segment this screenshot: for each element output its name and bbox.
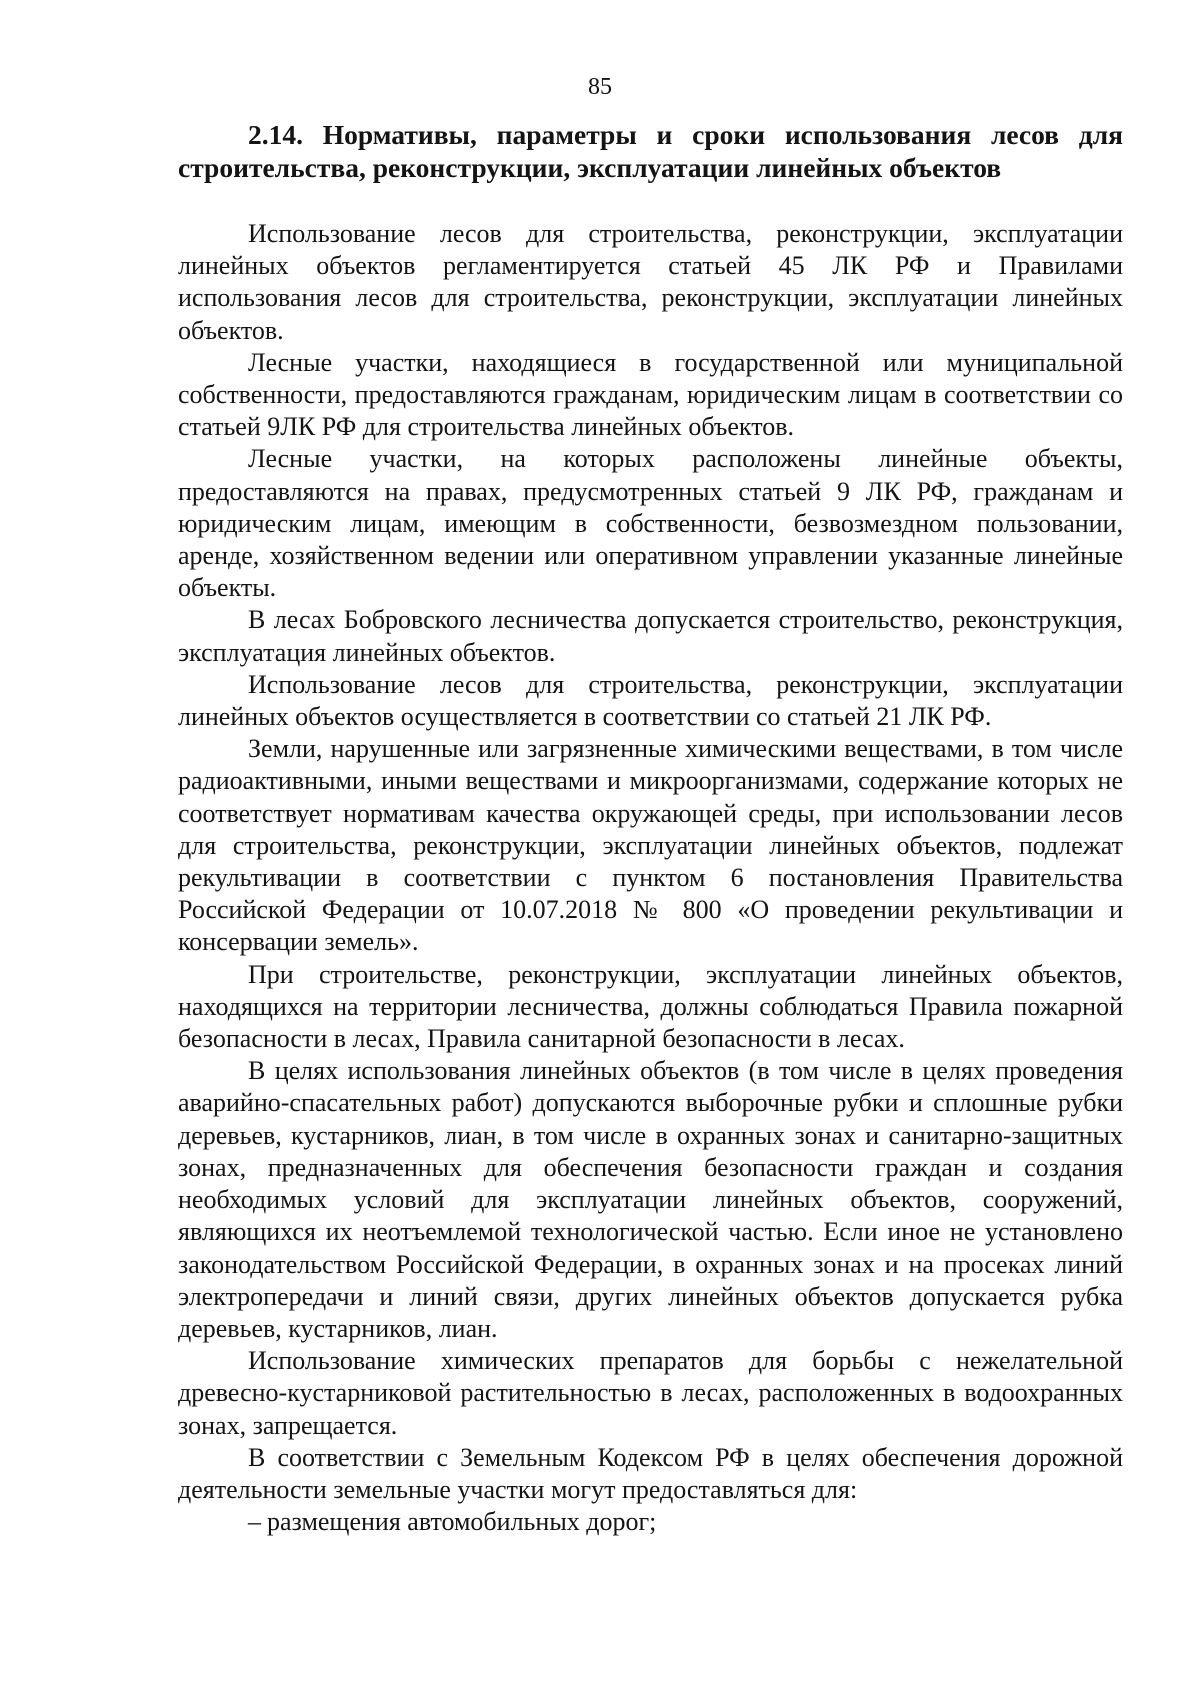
- paragraph-land-code: В соответствии с Земельным Кодексом РФ в целях обеспечения дорожной деятельности земельные участки могут предоставляться для:: [178, 1442, 1123, 1504]
- paragraph-article-21: Использование лесов для строительства, реконструкции, эксплуатации линейных объектов осуществляется в соответствии со статьей 21 ЛК РФ.: [178, 669, 1123, 732]
- paragraph-land-recultivation: Земли, нарушенные или загрязненные химическими веществами, в том числе радиоактивными, иными веществами и микроорганизмами, содержание которых не соответствует нормативам качества окружающей среды, при использовании лесов для строительства, реконструкции, эксплуатации линейных объектов, подлежат рекультивации в соответствии с пунктом 6 постановления Правительства Российской Федерации от 10.07.2018 № 800 «О проведении рекультивации и консервации земель».: [178, 734, 1123, 957]
- paragraph-article-45: Использование лесов для строительства, реконструкции, эксплуатации линейных объектов регламентируется статьей 45 ЛК РФ и Правилами использования лесов для строительства, реконструкции, эксплуатации линейных объектов.: [178, 219, 1123, 345]
- list-item-text: размещения автомобильных дорог;: [267, 1507, 657, 1537]
- paragraph-land-plots-state: Лесные участки, находящиеся в государственной или муниципальной собственности, предоставляются гражданам, юридическим лицам в соответствии со статьей 9ЛК РФ для строительства линейных объектов.: [178, 347, 1123, 442]
- paragraph-bobrovsky-forestry: В лесах Бобровского лесничества допускается строительство, реконструкция, эксплуатация линейных объектов.: [178, 605, 1123, 667]
- page-number: 85: [588, 74, 612, 100]
- paragraph-safety-rules: При строительстве, реконструкции, эксплуатации линейных объектов, находящихся на территории лесничества, должны соблюдаться Правила пожарной безопасности в лесах, Правила санитарной безопасности в лесах.: [178, 959, 1123, 1054]
- section-heading: 2.14. Нормативы, параметры и сроки использования лесов для строительства, реконструкции, эксплуатации линейных объектов: [178, 119, 1123, 183]
- list-marker: –: [248, 1507, 261, 1537]
- paragraph-felling: В целях использования линейных объектов (в том числе в целях проведения аварийно-спасательных работ) допускаются выборочные рубки и сплошные рубки деревьев, кустарников, лиан, в том числе в охранных зонах и санитарно-защитных зонах, предназначенных для обеспечения безопасности граждан и создания необходимых условий для эксплуатации линейных объектов, сооружений, являющихся их неотъемлемой технологической частью. Если иное не установлено законодательством Российской Федерации, в охранных зонах и на просеках линий электропередачи и линий связи, других линейных объектов допускается рубка деревьев, кустарников, лиан.: [178, 1056, 1123, 1343]
- list-item: [178, 1506, 1123, 1538]
- paragraph-land-plots-rights: Лесные участки, на которых расположены линейные объекты, предоставляются на правах, предусмотренных статьей 9 ЛК РФ, гражданам и юридическим лицам, имеющим в собственности, безвозмездном пользовании, аренде, хозяйственном ведении или оперативном управлении указанные линейные объекты.: [178, 444, 1123, 603]
- paragraph-chemicals-ban: Использование химических препаратов для борьбы с нежелательной древесно-кустарниковой растительностью в лесах, расположенных в водоохранных зонах, запрещается.: [178, 1346, 1123, 1440]
- page-content: [178, 118, 1123, 1538]
